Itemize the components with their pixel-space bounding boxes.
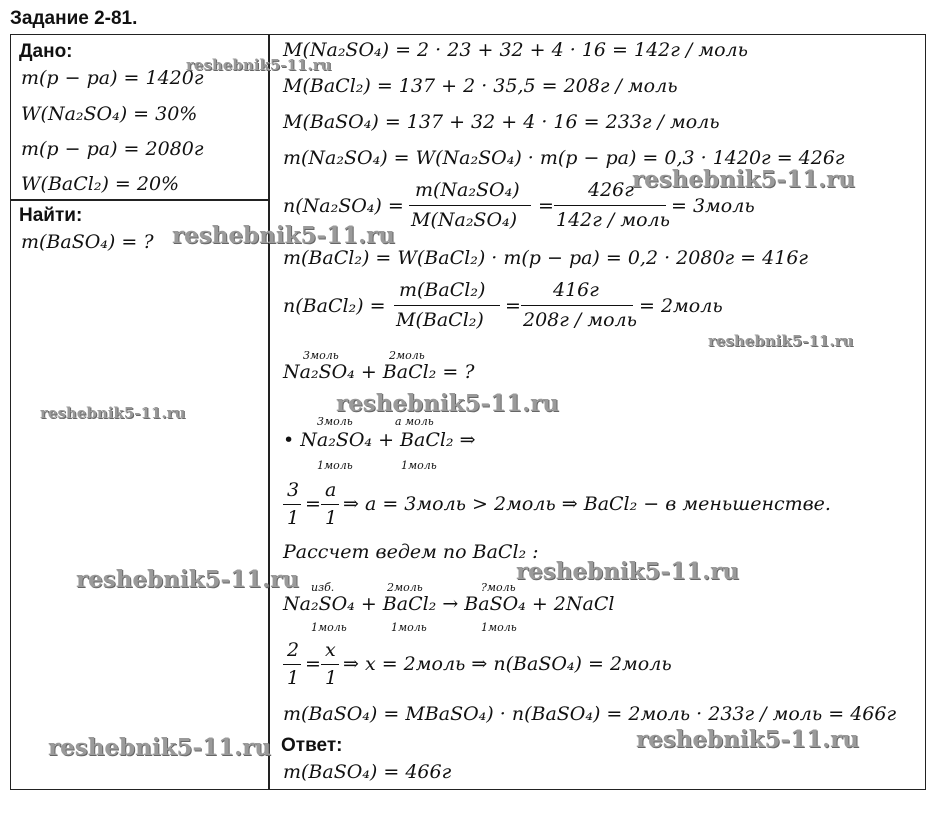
reaction-3-below-a: 1моль: [311, 621, 347, 634]
fraction-bar: [321, 664, 339, 665]
given-line-1: m(p − pa) = 1420г: [21, 67, 204, 89]
n-na2so4-rhs: = 3моль: [671, 195, 755, 217]
proportion-2-den2: 1: [325, 667, 338, 689]
proportion-1-num2: a: [325, 479, 337, 501]
mass-baso4: m(BaSO₄) = MBaSO₄) · n(BaSO₄) = 2моль · 233г / моль = 466г: [283, 703, 897, 725]
given-line-4: W(BaCl₂) = 20%: [21, 173, 180, 195]
reaction-3-above-b: 2моль: [387, 581, 423, 594]
reaction-3-below-b: 1моль: [391, 621, 427, 634]
given-line-3: m(p − pa) = 2080г: [21, 138, 204, 160]
watermark: reshebnik5-11.ru: [636, 726, 859, 753]
watermark: reshebnik5-11.ru: [632, 166, 855, 193]
n-na2so4-den1: M(Na₂SO₄): [411, 209, 518, 231]
molar-mass-bacl2: M(BaCl₂) = 137 + 2 · 35,5 = 208г / моль: [283, 75, 678, 97]
reaction-3-above-a: изб.: [311, 581, 335, 594]
proportion-2-num1: 2: [287, 639, 300, 661]
find-heading: Найти:: [19, 205, 83, 226]
fraction-bar: [283, 504, 301, 505]
task-title: Задание 2-81.: [10, 8, 138, 29]
mass-bacl2: m(BaCl₂) = W(BaCl₂) · m(p − pa) = 0,2 · 2080г = 416г: [283, 247, 809, 269]
reaction-1-above-b: 2моль: [389, 349, 425, 362]
n-bacl2-lhs: n(BaCl₂) =: [283, 295, 386, 317]
watermark: reshebnik5-11.ru: [336, 390, 559, 417]
reaction-3-above-c: ?моль: [481, 581, 516, 594]
fraction-bar: [283, 664, 301, 665]
proportion-2-den1: 1: [287, 667, 300, 689]
proportion-2-num2: x: [325, 639, 336, 661]
mass-na2so4: m(Na₂SO₄) = W(Na₂SO₄) · m(p − pa) = 0,3 · 1420г = 426г: [283, 147, 845, 169]
reaction-2: • Na₂SO₄ + BaCl₂ ⇒: [283, 429, 476, 451]
n-na2so4-num2: 426г: [588, 179, 634, 201]
given-find-divider: [11, 199, 269, 201]
proportion-1-den2: 1: [325, 507, 338, 529]
answer-line: m(BaSO₄) = 466г: [283, 761, 452, 783]
watermark: reshebnik5-11.ru: [708, 332, 854, 350]
watermark: reshebnik5-11.ru: [516, 558, 739, 585]
reaction-3-below-c: 1моль: [481, 621, 517, 634]
reaction-2-above-b: a моль: [395, 415, 434, 428]
watermark: reshebnik5-11.ru: [48, 734, 271, 761]
molar-mass-na2so4: M(Na₂SO₄) = 2 · 23 + 32 + 4 · 16 = 142г / моль: [283, 39, 748, 61]
reaction-2-above-a: 3моль: [317, 415, 353, 428]
given-heading: Дано:: [19, 41, 73, 62]
n-na2so4-lhs: n(Na₂SO₄) =: [283, 195, 404, 217]
proportion-2-conclusion: ⇒ x = 2моль ⇒ n(BaSO₄) = 2моль: [343, 653, 672, 675]
reaction-3: Na₂SO₄ + BaCl₂ → BaSO₄ + 2NaCl: [283, 593, 615, 615]
fraction-bar: [521, 305, 633, 306]
proportion-1-den1: 1: [287, 507, 300, 529]
n-bacl2-num1: m(BaCl₂): [399, 279, 486, 301]
find-line: m(BaSO₄) = ?: [21, 231, 154, 253]
reaction-2-below-a: 1моль: [317, 459, 353, 472]
watermark: reshebnik5-11.ru: [172, 222, 395, 249]
column-divider: [268, 35, 270, 789]
fraction-bar: [394, 305, 500, 306]
watermark: reshebnik5-11.ru: [40, 404, 186, 422]
given-line-2: W(Na₂SO₄) = 30%: [21, 103, 198, 125]
n-bacl2-den2: 208г / моль: [523, 309, 637, 331]
molar-mass-baso4: M(BaSO₄) = 137 + 32 + 4 · 16 = 233г / моль: [283, 111, 720, 133]
calculation-note: Рассчет ведем по BaCl₂ :: [283, 541, 539, 563]
fraction-bar: [409, 205, 531, 206]
n-na2so4-den2: 142г / моль: [556, 209, 670, 231]
reaction-1-above-a: 3моль: [303, 349, 339, 362]
n-bacl2-rhs: = 2моль: [639, 295, 723, 317]
proportion-1-num1: 3: [287, 479, 300, 501]
fraction-bar: [321, 504, 339, 505]
n-bacl2-num2: 416г: [553, 279, 599, 301]
fraction-bar: [554, 205, 666, 206]
solution-table: Дано: m(p − pa) = 1420г W(Na₂SO₄) = 30% m(p − pa) = 2080г W(BaCl₂) = 20% Найти: m(BaSO₄) = ? M(Na₂SO₄) = 2 · 23 + 32 + 4 · 16 = 142г / моль M(BaCl₂) = 137 + 2 · 35,5 = 208г / моль M(BaSO₄) = 137 + 32 + 4 · 16 = 233г / моль m(Na₂SO₄) = W(Na₂SO₄) · m(p − pa) = 0,3 · 1420г = 426г n(Na₂SO₄) = m(Na₂SO₄) M(Na₂SO₄) = 426г 142г / моль = 3моль m(BaCl₂) = W(BaCl₂) · m(p − pa) = 0,2 · 2080г = 416г n(BaCl₂) = m(BaCl₂) M(BaCl₂) = 416г 208г / моль = 2моль 3моль 2моль Na₂SO₄ + BaCl₂ = ? 3моль a моль • Na₂SO₄ + BaCl₂ ⇒ 1моль 1моль 3 1 = a 1 ⇒ a = 3моль > 2моль ⇒ BaCl₂ − в меньшенстве. Рассчет ведем по BaCl₂ : изб. 2моль ?моль Na₂SO₄ + BaCl₂ → BaSO₄ + 2NaCl 1моль 1моль 1моль 2 1 = x 1 ⇒ x = 2моль ⇒ n(BaSO₄) = 2моль m(BaSO₄) = MBaSO₄) · n(BaSO₄) = 2моль · 233г / моль = 466г Ответ: m(BaSO₄) = 466г: [10, 34, 926, 790]
n-bacl2-den1: M(BaCl₂): [396, 309, 484, 331]
watermark: reshebnik5-11.ru: [76, 566, 299, 593]
watermark: reshebnik5-11.ru: [186, 56, 332, 74]
reaction-1: Na₂SO₄ + BaCl₂ = ?: [283, 361, 475, 383]
n-na2so4-num1: m(Na₂SO₄): [415, 179, 520, 201]
reaction-2-below-b: 1моль: [401, 459, 437, 472]
answer-heading: Ответ:: [281, 735, 343, 756]
proportion-1-conclusion: ⇒ a = 3моль > 2моль ⇒ BaCl₂ − в меньшенстве.: [343, 493, 831, 515]
